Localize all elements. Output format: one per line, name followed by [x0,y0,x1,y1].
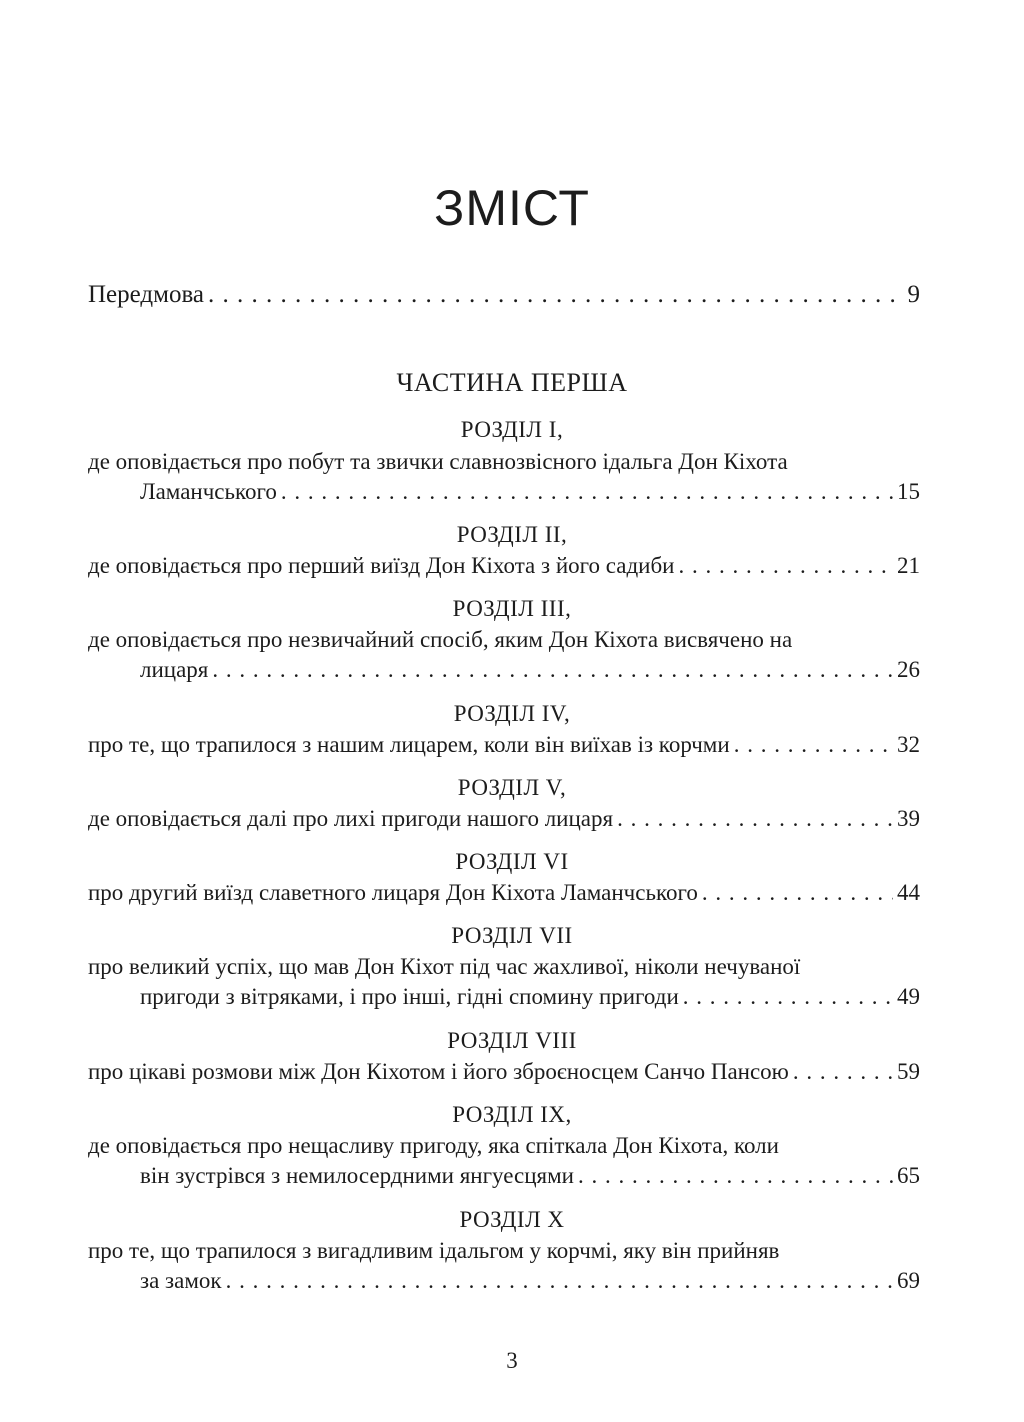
chapter-description-cont: він зустрівся з немилосердними янгуесцями [140,1163,574,1188]
page-number: 3 [506,1348,518,1373]
chapter-description: де оповідається про перший виїзд Дон Кіхота з його садиби [88,553,675,578]
chapter-description: про те, що трапилося з вигадливим ідальгом у корчмі, яку він прийняв [88,1238,780,1263]
dot-leader [226,1266,893,1296]
toc-entry [88,982,920,1012]
chapter-description: де оповідається про нещасливу пригоду, яка спіткала Дон Кіхота, коли [88,1133,779,1158]
chapter-heading: РОЗДІЛ VI [455,849,569,874]
toc-entry [88,551,920,581]
chapter-heading: РОЗДІЛ X [459,1207,565,1232]
dot-leader [617,804,893,834]
toc-page-number: 65 [897,1163,920,1188]
toc-entry [88,804,920,834]
dot-leader [734,730,893,760]
page-title: ЗМІСТ [434,180,590,236]
part-heading: ЧАСТИНА ПЕРША [396,368,628,397]
dot-leader [281,477,893,507]
toc-page-number: 26 [897,657,920,682]
chapter-heading: РОЗДІЛ V, [457,775,567,800]
chapter-description-cont: за замок [140,1268,222,1293]
chapter-heading: РОЗДІЛ ІІ, [456,522,568,547]
chapter-heading: РОЗДІЛ ІІІ, [452,596,572,621]
toc-entry [88,1057,920,1087]
chapter-description: про другий виїзд славетного лицаря Дон Кіхота Ламанчського [88,880,698,905]
toc-page-number: 39 [897,806,920,831]
chapter-heading: РОЗДІЛ IX, [452,1102,572,1127]
toc-entry [88,878,920,908]
toc-page-number: 9 [907,281,920,308]
chapter-description-cont: лицаря [140,657,209,682]
chapter-heading: РОЗДІЛ І, [460,417,564,442]
toc-page-number: 32 [897,732,920,757]
chapter-description: де оповідається далі про лихі пригоди нашого лицаря [88,806,614,831]
toc-entry-preface [88,280,920,310]
toc-entry [88,1161,920,1191]
toc-page-number: 21 [897,553,920,578]
toc-entry [88,655,920,685]
dot-leader [678,551,893,581]
chapter-description: про великий успіх, що мав Дон Кіхот під час жахливої, ніколи нечуваної [88,954,801,979]
toc-page-number: 59 [897,1059,920,1084]
toc-page-number: 69 [897,1268,920,1293]
chapter-heading: РОЗДІЛ IV, [453,701,571,726]
chapter-description: де оповідається про незвичайний спосіб, яким Дон Кіхота висвячено на [88,627,793,652]
dot-leader [793,1057,893,1087]
toc-page-number: 49 [897,984,920,1009]
dot-leader [578,1161,893,1191]
chapter-heading: РОЗДІЛ VII [451,923,573,948]
toc-entry [88,730,920,760]
chapter-description-cont: Ламанчського [140,479,277,504]
toc-page-number: 44 [897,880,920,905]
dot-leader [702,878,893,908]
chapter-description: про те, що трапилося з нашим лицарем, коли він виїхав із корчми [88,732,730,757]
toc-entry [88,477,920,507]
chapter-heading: РОЗДІЛ VIII [447,1028,577,1053]
toc-entry-label: Передмова [88,281,205,308]
chapter-description: де оповідається про побут та звички славнозвісного ідальга Дон Кіхота [88,449,788,474]
dot-leader [212,655,893,685]
dot-leader [683,982,893,1012]
chapter-description-cont: пригоди з вітряками, і про інші, гідні спомину пригоди [140,984,679,1009]
toc-page-number: 15 [897,479,920,504]
toc-entry [88,1266,920,1296]
dot-leader [208,280,903,310]
chapter-description: про цікаві розмови між Дон Кіхотом і його зброєносцем Санчо Пансою [88,1059,789,1084]
